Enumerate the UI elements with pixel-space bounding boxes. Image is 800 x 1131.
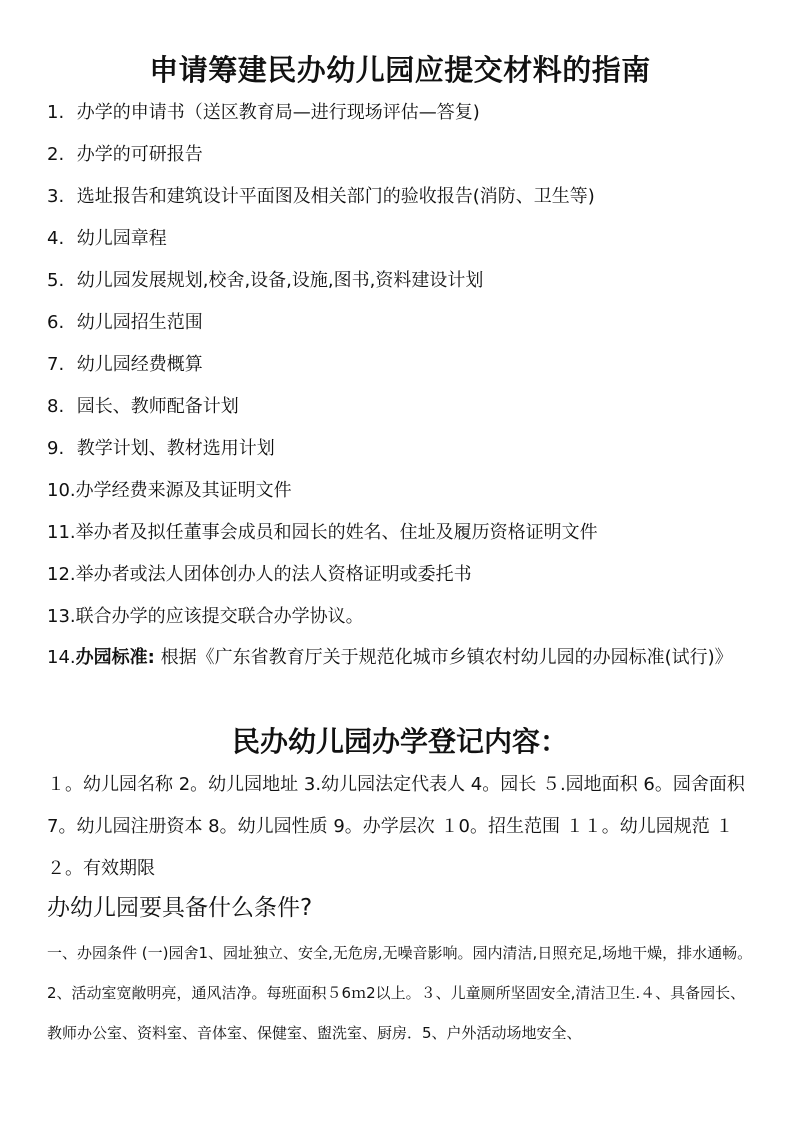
item-number: 5.	[47, 270, 65, 291]
item-text: 幼儿园发展规划,校舍,设备,设施,图书,资料建设计划	[76, 270, 484, 291]
list-item	[47, 92, 767, 134]
registration-heading: 民办幼儿园办学登记内容：	[231, 725, 568, 758]
list-item	[47, 428, 767, 470]
item-number: 7.	[47, 354, 65, 375]
list-item	[47, 386, 767, 428]
item-text: 幼儿园经费概算	[76, 354, 203, 375]
item-number: 4.	[47, 228, 65, 249]
list-item	[47, 260, 767, 302]
list-item	[47, 134, 767, 176]
item-number: 3.	[47, 186, 65, 207]
item-number: 11.	[47, 522, 76, 543]
list-item	[47, 218, 767, 260]
item-text: 幼儿园招生范围	[76, 312, 203, 333]
item-text: 办学经费来源及其证明文件	[75, 480, 292, 501]
item-text: 园长、教师配备计划	[76, 396, 239, 417]
standard-text: 根据《广东省教育厅关于规范化城市乡镇农村幼儿园的办园标准(试行)》	[160, 647, 733, 668]
page-title: 申请筹建民办幼儿园应提交材料的指南	[149, 53, 651, 87]
item-text: 办学的申请书（送区教育局—进行现场评估—答复)	[76, 102, 480, 123]
item-text: 选址报告和建筑设计平面图及相关部门的验收报告(消防、卫生等)	[76, 186, 595, 207]
item-number: 6.	[47, 312, 65, 333]
item-number: 13.	[47, 606, 76, 627]
item-text: 联合办学的应该提交联合办学协议。	[75, 606, 364, 627]
list-item	[47, 344, 767, 386]
item-number: 2.	[47, 144, 65, 165]
conditions-content: 一、办园条件 (一)园舍1、园址独立、安全,无危房,无噪音影响。园内清洁,日照充足,场地干燥，排水通畅。2、活动室宽敞明亮，通风洁净。每班面积５6ｍ2以上。３、儿童厕所坚固安全,清洁卫生.４、具备园长、教师办公室、资料室、音体室、保健室、盥洗室、厨房．5、户外活动场地安全、	[47, 944, 753, 1042]
list-item	[47, 512, 767, 554]
materials-list	[47, 92, 767, 678]
conditions-heading: 办幼儿园要具备什么条件?	[47, 895, 313, 921]
standard-label: 办园标准:	[75, 647, 155, 668]
list-item	[47, 470, 767, 512]
item-number: 8.	[47, 396, 65, 417]
list-item	[47, 554, 767, 596]
item-text: 幼儿园章程	[76, 228, 167, 249]
item-number: 1.	[47, 102, 65, 123]
list-item	[47, 176, 767, 218]
item-number: 12.	[47, 564, 76, 585]
registration-content: １。幼儿园名称 2。幼儿园地址 3.幼儿园法定代表人 4。园长 ５.园地面积 6。园舍面积 7。幼儿园注册资本 8。幼儿园性质 9。办学层次 １0。招生范围 １１。幼儿园规范 １２。有效期限	[47, 774, 745, 879]
item-number: 9.	[47, 438, 65, 459]
item-text: 教学计划、教材选用计划	[76, 438, 275, 459]
item-number: 14.	[47, 647, 76, 668]
item-text: 办学的可研报告	[76, 144, 203, 165]
list-item	[47, 302, 767, 344]
item-number: 10.	[47, 480, 76, 501]
item-text: 举办者或法人团体创办人的法人资格证明或委托书	[75, 564, 472, 585]
item-text: 举办者及拟任董事会成员和园长的姓名、住址及履历资格证明文件	[75, 522, 598, 543]
list-item-standard	[47, 638, 767, 678]
list-item	[47, 596, 767, 638]
